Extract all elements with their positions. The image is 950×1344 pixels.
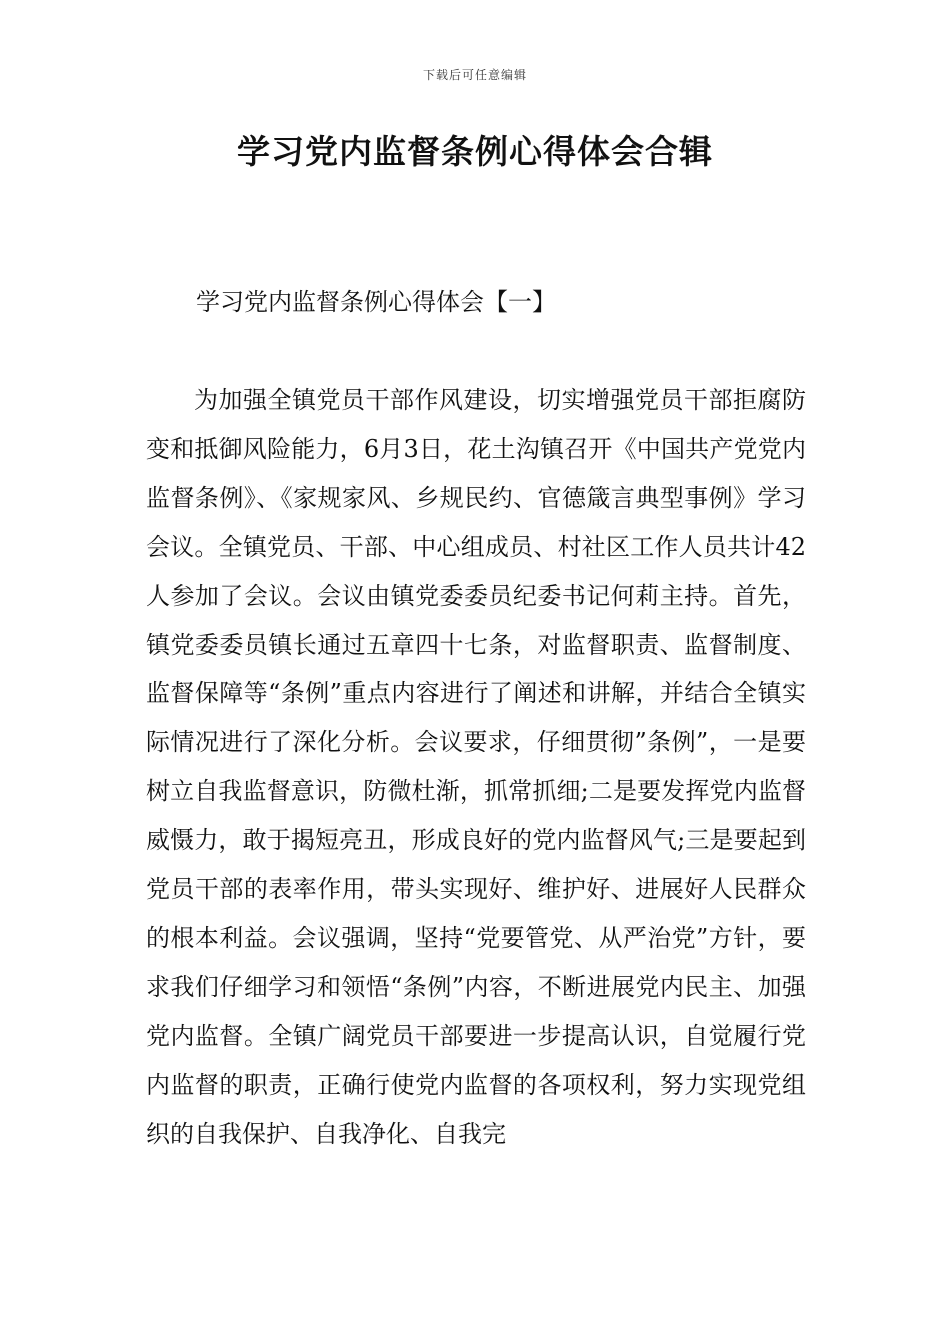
document-title: 学习党内监督条例心得体会合辑	[237, 132, 713, 171]
section-heading: 学习党内监督条例心得体会【一】	[196, 288, 556, 316]
header-note: 下载后可任意编辑	[422, 68, 527, 82]
body-paragraph: 为加强全镇党员干部作风建设，切实增强党员干部拒腐防变和抵御风险能力，6月3日，花土沟镇召开《中国共产党党内监督条例》、《家规家风、乡规民约、官德箴言典型事例》学习会议。全镇党员、干部、中心组成员、村社区工作人员共计42人参加了会议。会议由镇党委委员纪委书记何莉主持。首先，镇党委委员镇长通过五章四十七条，对监督职责、监督制度、监督保障等“条例”重点内容进行了阐述和讲解，并结合全镇实际情况进行了深化分析。会议要求，仔细贯彻”条例”，一是要树立自我监督意识，防微杜渐，抓常抓细;二是要发挥党内监督威慑力，敢于揭短亮丑，形成良好的党内监督风气;三是要起到党员干部的表率作用，带头实现好、维护好、进展好人民群众的根本利益。会议强调，坚持“党要管党、从严治党”方针，要求我们仔细学习和领悟“条例”内容，不断进展党内民主、加强党内监督。全镇广阔党员干部要进一步提高认识，自觉履行党内监督的职责，正确行使党内监督的各项权利，努力实现党组织的自我保护、自我净化、自我完	[146, 386, 806, 1148]
